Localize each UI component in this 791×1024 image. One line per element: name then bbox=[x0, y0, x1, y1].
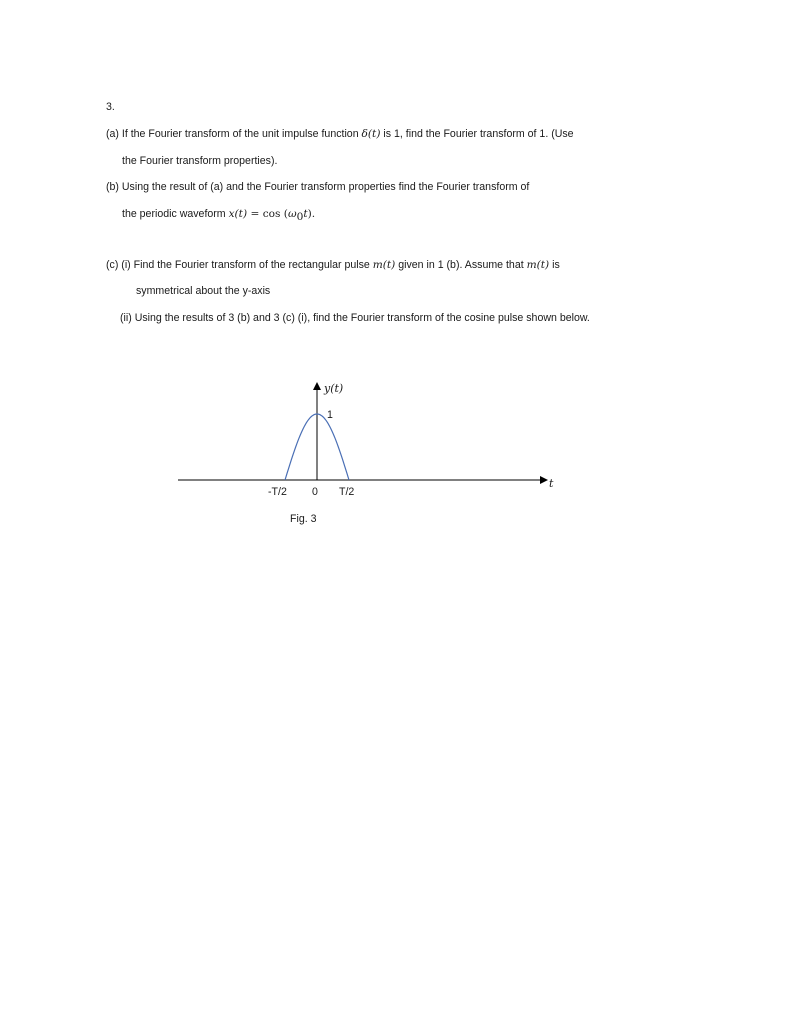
x-axis-label: t bbox=[549, 477, 554, 490]
part-a-text-pre: (a) If the Fourier transform of the unit impulse function bbox=[106, 128, 362, 140]
part-c-i-text-mid: given in 1 (b). Assume that bbox=[395, 259, 527, 271]
part-c-i-line-2: symmetrical about the y-axis bbox=[136, 285, 271, 297]
part-c-i-math-m2: m(t) bbox=[526, 259, 550, 271]
tick-label-zero: 0 bbox=[312, 486, 318, 498]
peak-label: 1 bbox=[327, 409, 333, 421]
part-a-line-2: the Fourier transform properties). bbox=[122, 155, 278, 167]
part-c-i-text-post: is bbox=[549, 259, 560, 271]
tick-label-pos: T/2 bbox=[339, 486, 355, 498]
part-b-math-sub: 0 bbox=[296, 211, 304, 224]
part-b-math-t: t bbox=[303, 208, 308, 220]
tick-label-neg: -T/2 bbox=[268, 486, 287, 498]
part-b-math-close: ). bbox=[307, 208, 316, 220]
question-number: 3. bbox=[106, 101, 115, 113]
part-b-text-pre: the periodic waveform bbox=[122, 208, 229, 220]
figure-caption: Fig. 3 bbox=[290, 513, 317, 525]
part-b-math-eq: = cos ( bbox=[247, 208, 288, 220]
part-b-math-omega: ω bbox=[287, 208, 297, 220]
part-a-text-post: is 1, find the Fourier transform of 1. (Use bbox=[380, 128, 574, 140]
part-b-line-1: (b) Using the result of (a) and the Fourier transform properties find the Fourier transform of bbox=[106, 181, 530, 193]
part-c-ii-line: (ii) Using the results of 3 (b) and 3 (c) (i), find the Fourier transform of the cosine pulse shown below. bbox=[120, 312, 590, 324]
y-axis-label: y(t) bbox=[324, 382, 344, 395]
part-b-math-x: x(t) bbox=[228, 208, 248, 220]
part-a-math-delta: δ(t) bbox=[361, 128, 381, 140]
part-c-i-math-m1: m(t) bbox=[372, 259, 396, 271]
part-c-i-text-pre: (c) (i) Find the Fourier transform of the rectangular pulse bbox=[106, 259, 373, 271]
